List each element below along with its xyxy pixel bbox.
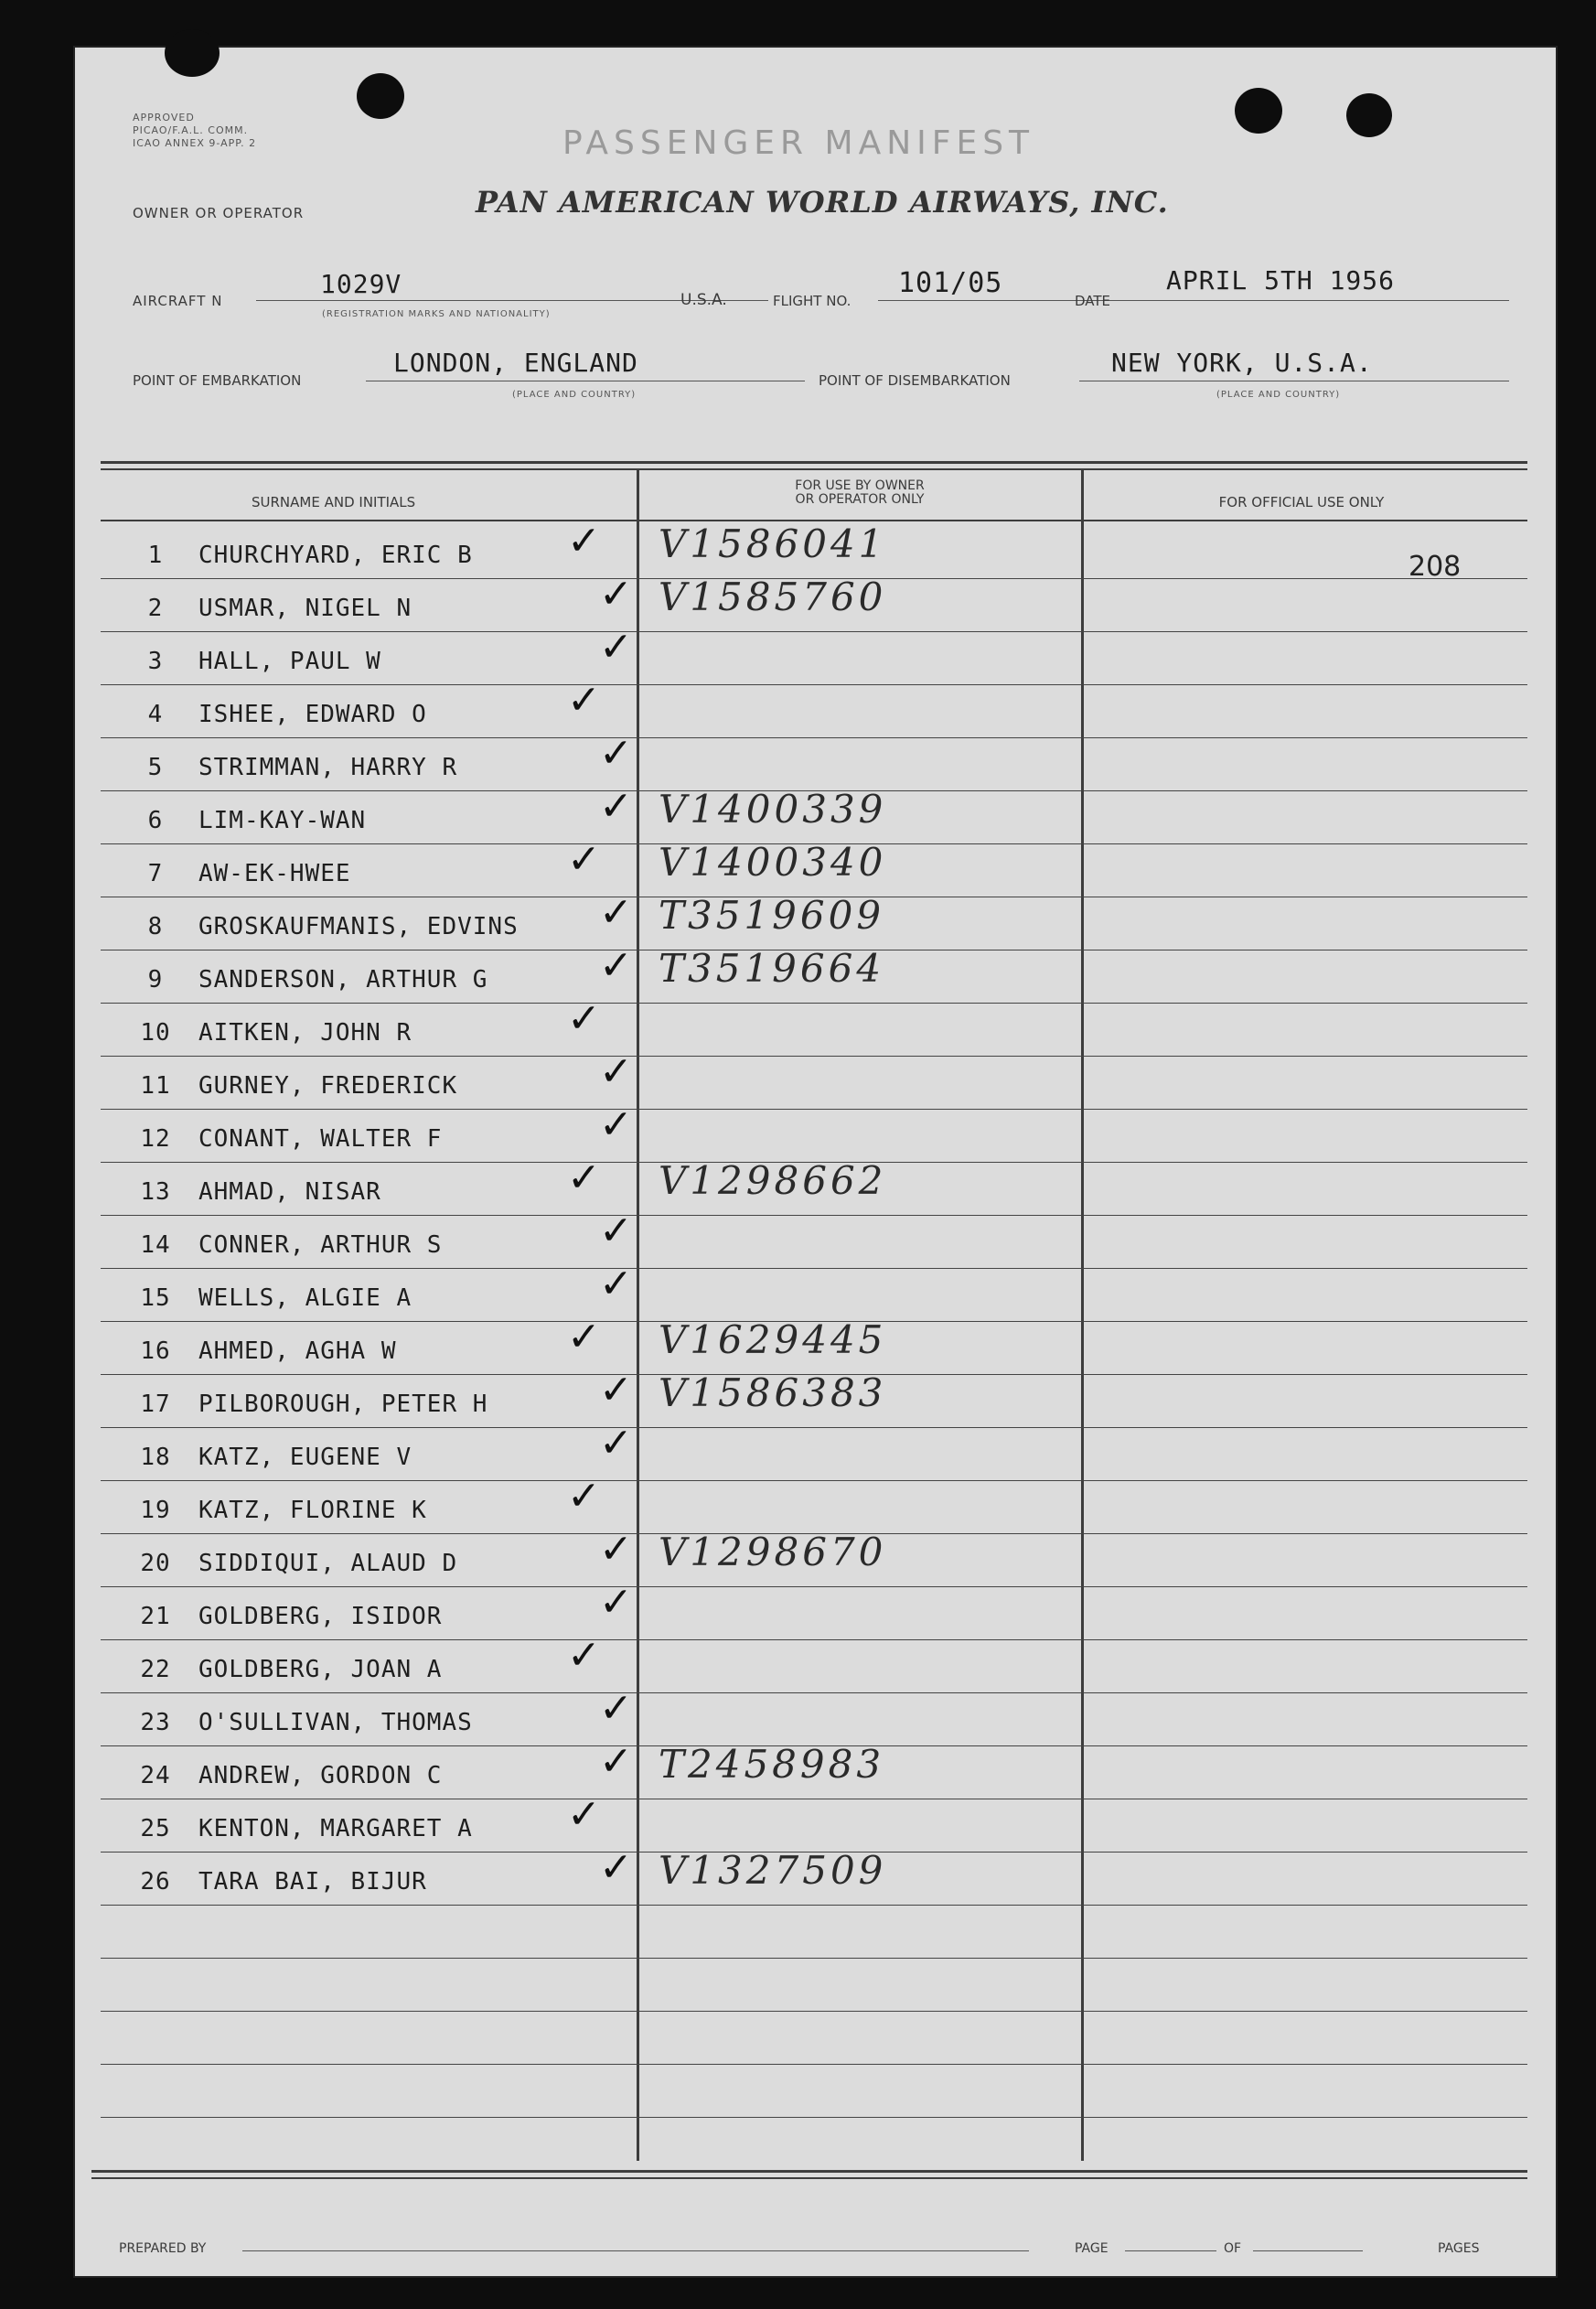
passenger-name: CONANT, WALTER F: [198, 1125, 443, 1153]
passenger-name: SANDERSON, ARTHUR G: [198, 966, 488, 993]
passport-number: V1585760: [659, 575, 887, 619]
punch-hole: [357, 73, 404, 119]
embark-value: LONDON, ENGLAND: [393, 348, 638, 378]
passport-number: V1298670: [659, 1530, 887, 1574]
check-mark-icon: ✓: [599, 1208, 633, 1254]
punch-hole: [1346, 93, 1392, 137]
passport-number: V1400340: [659, 840, 887, 885]
row-number: 11: [140, 1072, 171, 1100]
form-title: PASSENGER MANIFEST: [562, 124, 1035, 162]
passenger-name: AHMAD, NISAR: [198, 1178, 381, 1206]
row-rule: [101, 1905, 1527, 1906]
column-divider: [637, 468, 639, 2161]
passenger-name: KATZ, FLORINE K: [198, 1497, 427, 1524]
aircraft-value: 1029V: [320, 269, 402, 299]
passport-number: V1298662: [659, 1158, 887, 1203]
passenger-name: TARA BAI, BIJUR: [198, 1868, 427, 1896]
passenger-name: GURNEY, FREDERICK: [198, 1072, 458, 1100]
row-rule: [101, 737, 1527, 738]
passenger-name: STRIMMAN, HARRY R: [198, 754, 458, 781]
check-mark-icon: ✓: [599, 1101, 633, 1148]
punch-hole: [1235, 88, 1282, 134]
check-mark-icon: ✓: [567, 1632, 601, 1679]
passenger-name: GROSKAUFMANIS, EDVINS: [198, 913, 519, 940]
row-number: 5: [147, 754, 164, 781]
row-number: 20: [140, 1550, 171, 1577]
row-number: 23: [140, 1709, 171, 1736]
check-mark-icon: ✓: [599, 1261, 633, 1307]
row-number: 1: [147, 542, 164, 569]
row-rule: [101, 1109, 1527, 1110]
table-top-rule: [101, 468, 1527, 470]
of-underline: [1253, 2250, 1363, 2251]
check-mark-icon: ✓: [599, 783, 633, 830]
pages-label: PAGES: [1438, 2241, 1480, 2256]
row-rule: [101, 1003, 1527, 1004]
prepared-by-label: PREPARED BY: [119, 2241, 207, 2256]
row-number: 15: [140, 1284, 171, 1312]
check-mark-icon: ✓: [599, 730, 633, 777]
check-mark-icon: ✓: [599, 624, 633, 671]
row-number: 14: [140, 1231, 171, 1259]
passport-number: T3519664: [659, 946, 885, 991]
approval-line: PICAO/F.A.L. COMM.: [133, 124, 249, 136]
flight-value: 101/05: [898, 267, 1003, 299]
check-mark-icon: ✓: [567, 1314, 601, 1360]
passport-number: T3519609: [659, 893, 885, 938]
row-number: 7: [147, 860, 164, 887]
approval-line: APPROVED: [133, 112, 195, 124]
torn-corner: [165, 29, 220, 77]
column-header-surname: SURNAME AND INITIALS: [252, 494, 416, 510]
passenger-name: O'SULLIVAN, THOMAS: [198, 1709, 473, 1736]
row-number: 18: [140, 1444, 171, 1471]
row-rule: [101, 1639, 1527, 1640]
registration-caption: (REGISTRATION MARKS AND NATIONALITY): [322, 309, 551, 319]
manifest-sheet: [73, 46, 1558, 2278]
passenger-name: PILBOROUGH, PETER H: [198, 1391, 488, 1418]
row-number: 13: [140, 1178, 171, 1206]
check-mark-icon: ✓: [599, 1738, 633, 1785]
row-rule: [101, 2117, 1527, 2118]
row-rule: [101, 1215, 1527, 1216]
table-top-rule: [101, 461, 1527, 464]
passport-number: T2458983: [659, 1742, 885, 1787]
row-rule: [101, 1480, 1527, 1481]
passenger-name: WELLS, ALGIE A: [198, 1284, 412, 1312]
check-mark-icon: ✓: [599, 1579, 633, 1626]
check-mark-icon: ✓: [599, 1685, 633, 1732]
row-number: 25: [140, 1815, 171, 1842]
row-number: 6: [147, 807, 164, 834]
row-number: 16: [140, 1337, 171, 1365]
passenger-name: AHMED, AGHA W: [198, 1337, 397, 1365]
passenger-name: ISHEE, EDWARD O: [198, 701, 427, 728]
column-header-owner-line: FOR USE BY OWNER: [795, 478, 925, 493]
passport-number: V1586383: [659, 1370, 887, 1415]
owner-label: OWNER OR OPERATOR: [133, 205, 305, 221]
check-mark-icon: ✓: [567, 518, 601, 564]
passenger-name: AITKEN, JOHN R: [198, 1019, 412, 1047]
row-number: 22: [140, 1656, 171, 1683]
passport-number: V1586041: [659, 521, 887, 566]
check-mark-icon: ✓: [567, 836, 601, 883]
check-mark-icon: ✓: [567, 1791, 601, 1838]
check-mark-icon: ✓: [599, 571, 633, 618]
row-number: 21: [140, 1603, 171, 1630]
column-divider: [1081, 468, 1084, 2161]
aircraft-label: AIRCRAFT N: [133, 293, 223, 309]
passenger-name: ANDREW, GORDON C: [198, 1762, 443, 1789]
row-number: 8: [147, 913, 164, 940]
check-mark-icon: ✓: [599, 1526, 633, 1573]
row-rule: [101, 1692, 1527, 1693]
disembark-label: POINT OF DISEMBARKATION: [819, 372, 1011, 389]
approval-line: ICAO ANNEX 9-APP. 2: [133, 137, 257, 149]
passenger-name: CONNER, ARTHUR S: [198, 1231, 443, 1259]
disembark-value: NEW YORK, U.S.A.: [1111, 348, 1373, 378]
check-mark-icon: ✓: [567, 1473, 601, 1520]
passenger-name: LIM-KAY-WAN: [198, 807, 367, 834]
row-number: 3: [147, 648, 164, 675]
row-number: 9: [147, 966, 164, 993]
passport-number: V1400339: [659, 787, 887, 832]
page-label: PAGE: [1075, 2241, 1109, 2256]
date-underline: [1125, 300, 1509, 301]
row-rule: [101, 1268, 1527, 1269]
check-mark-icon: ✓: [599, 1420, 633, 1466]
date-value: APRIL 5TH 1956: [1166, 265, 1396, 295]
row-number: 17: [140, 1391, 171, 1418]
passport-number: V1629445: [659, 1317, 887, 1362]
passenger-name: AW-EK-HWEE: [198, 860, 351, 887]
check-mark-icon: ✓: [599, 889, 633, 936]
embark-label: POINT OF EMBARKATION: [133, 372, 302, 389]
passenger-name: SIDDIQUI, ALAUD D: [198, 1550, 458, 1577]
place-caption: (PLACE AND COUNTRY): [1216, 390, 1341, 400]
row-number: 12: [140, 1125, 171, 1153]
passenger-name: USMAR, NIGEL N: [198, 595, 412, 622]
row-rule: [101, 2011, 1527, 2012]
row-rule: [101, 2064, 1527, 2065]
row-number: 10: [140, 1019, 171, 1047]
passenger-name: GOLDBERG, JOAN A: [198, 1656, 443, 1683]
page-underline: [1125, 2250, 1216, 2251]
passenger-name: KENTON, MARGARET A: [198, 1815, 473, 1842]
row-rule: [101, 631, 1527, 632]
column-header-official: FOR OFFICIAL USE ONLY: [1218, 494, 1385, 510]
row-rule: [101, 1056, 1527, 1057]
row-rule: [101, 1586, 1527, 1587]
passenger-name: GOLDBERG, ISIDOR: [198, 1603, 443, 1630]
check-mark-icon: ✓: [567, 995, 601, 1042]
table-bottom-rule: [91, 2177, 1527, 2179]
passenger-name: HALL, PAUL W: [198, 648, 381, 675]
row-number: 26: [140, 1868, 171, 1896]
check-mark-icon: ✓: [599, 1367, 633, 1413]
approval-stamp: [133, 112, 256, 150]
passenger-name: KATZ, EUGENE V: [198, 1444, 412, 1471]
usa-label: U.S.A.: [680, 291, 727, 309]
passport-number: V1327509: [659, 1848, 887, 1893]
flight-label: FLIGHT NO.: [773, 293, 852, 309]
row-rule: [101, 684, 1527, 685]
check-mark-icon: ✓: [599, 942, 633, 989]
date-label: DATE: [1075, 293, 1111, 309]
check-mark-icon: ✓: [599, 1048, 633, 1095]
official-note: 208: [1409, 551, 1462, 583]
passenger-name: CHURCHYARD, ERIC B: [198, 542, 473, 569]
row-number: 19: [140, 1497, 171, 1524]
of-label: OF: [1224, 2241, 1242, 2256]
place-caption: (PLACE AND COUNTRY): [512, 390, 637, 400]
row-number: 2: [147, 595, 164, 622]
column-header-owner-line: OR OPERATOR ONLY: [795, 492, 925, 507]
row-rule: [101, 1427, 1527, 1428]
check-mark-icon: ✓: [567, 677, 601, 724]
row-rule: [101, 1958, 1527, 1959]
prepared-by-underline: [242, 2250, 1029, 2251]
column-header-owner: [640, 479, 1079, 507]
row-rule: [101, 2170, 1527, 2171]
operator-name: PAN AMERICAN WORLD AIRWAYS, INC.: [476, 185, 1169, 220]
check-mark-icon: ✓: [599, 1844, 633, 1891]
row-number: 4: [147, 701, 164, 728]
check-mark-icon: ✓: [567, 1154, 601, 1201]
row-number: 24: [140, 1762, 171, 1789]
